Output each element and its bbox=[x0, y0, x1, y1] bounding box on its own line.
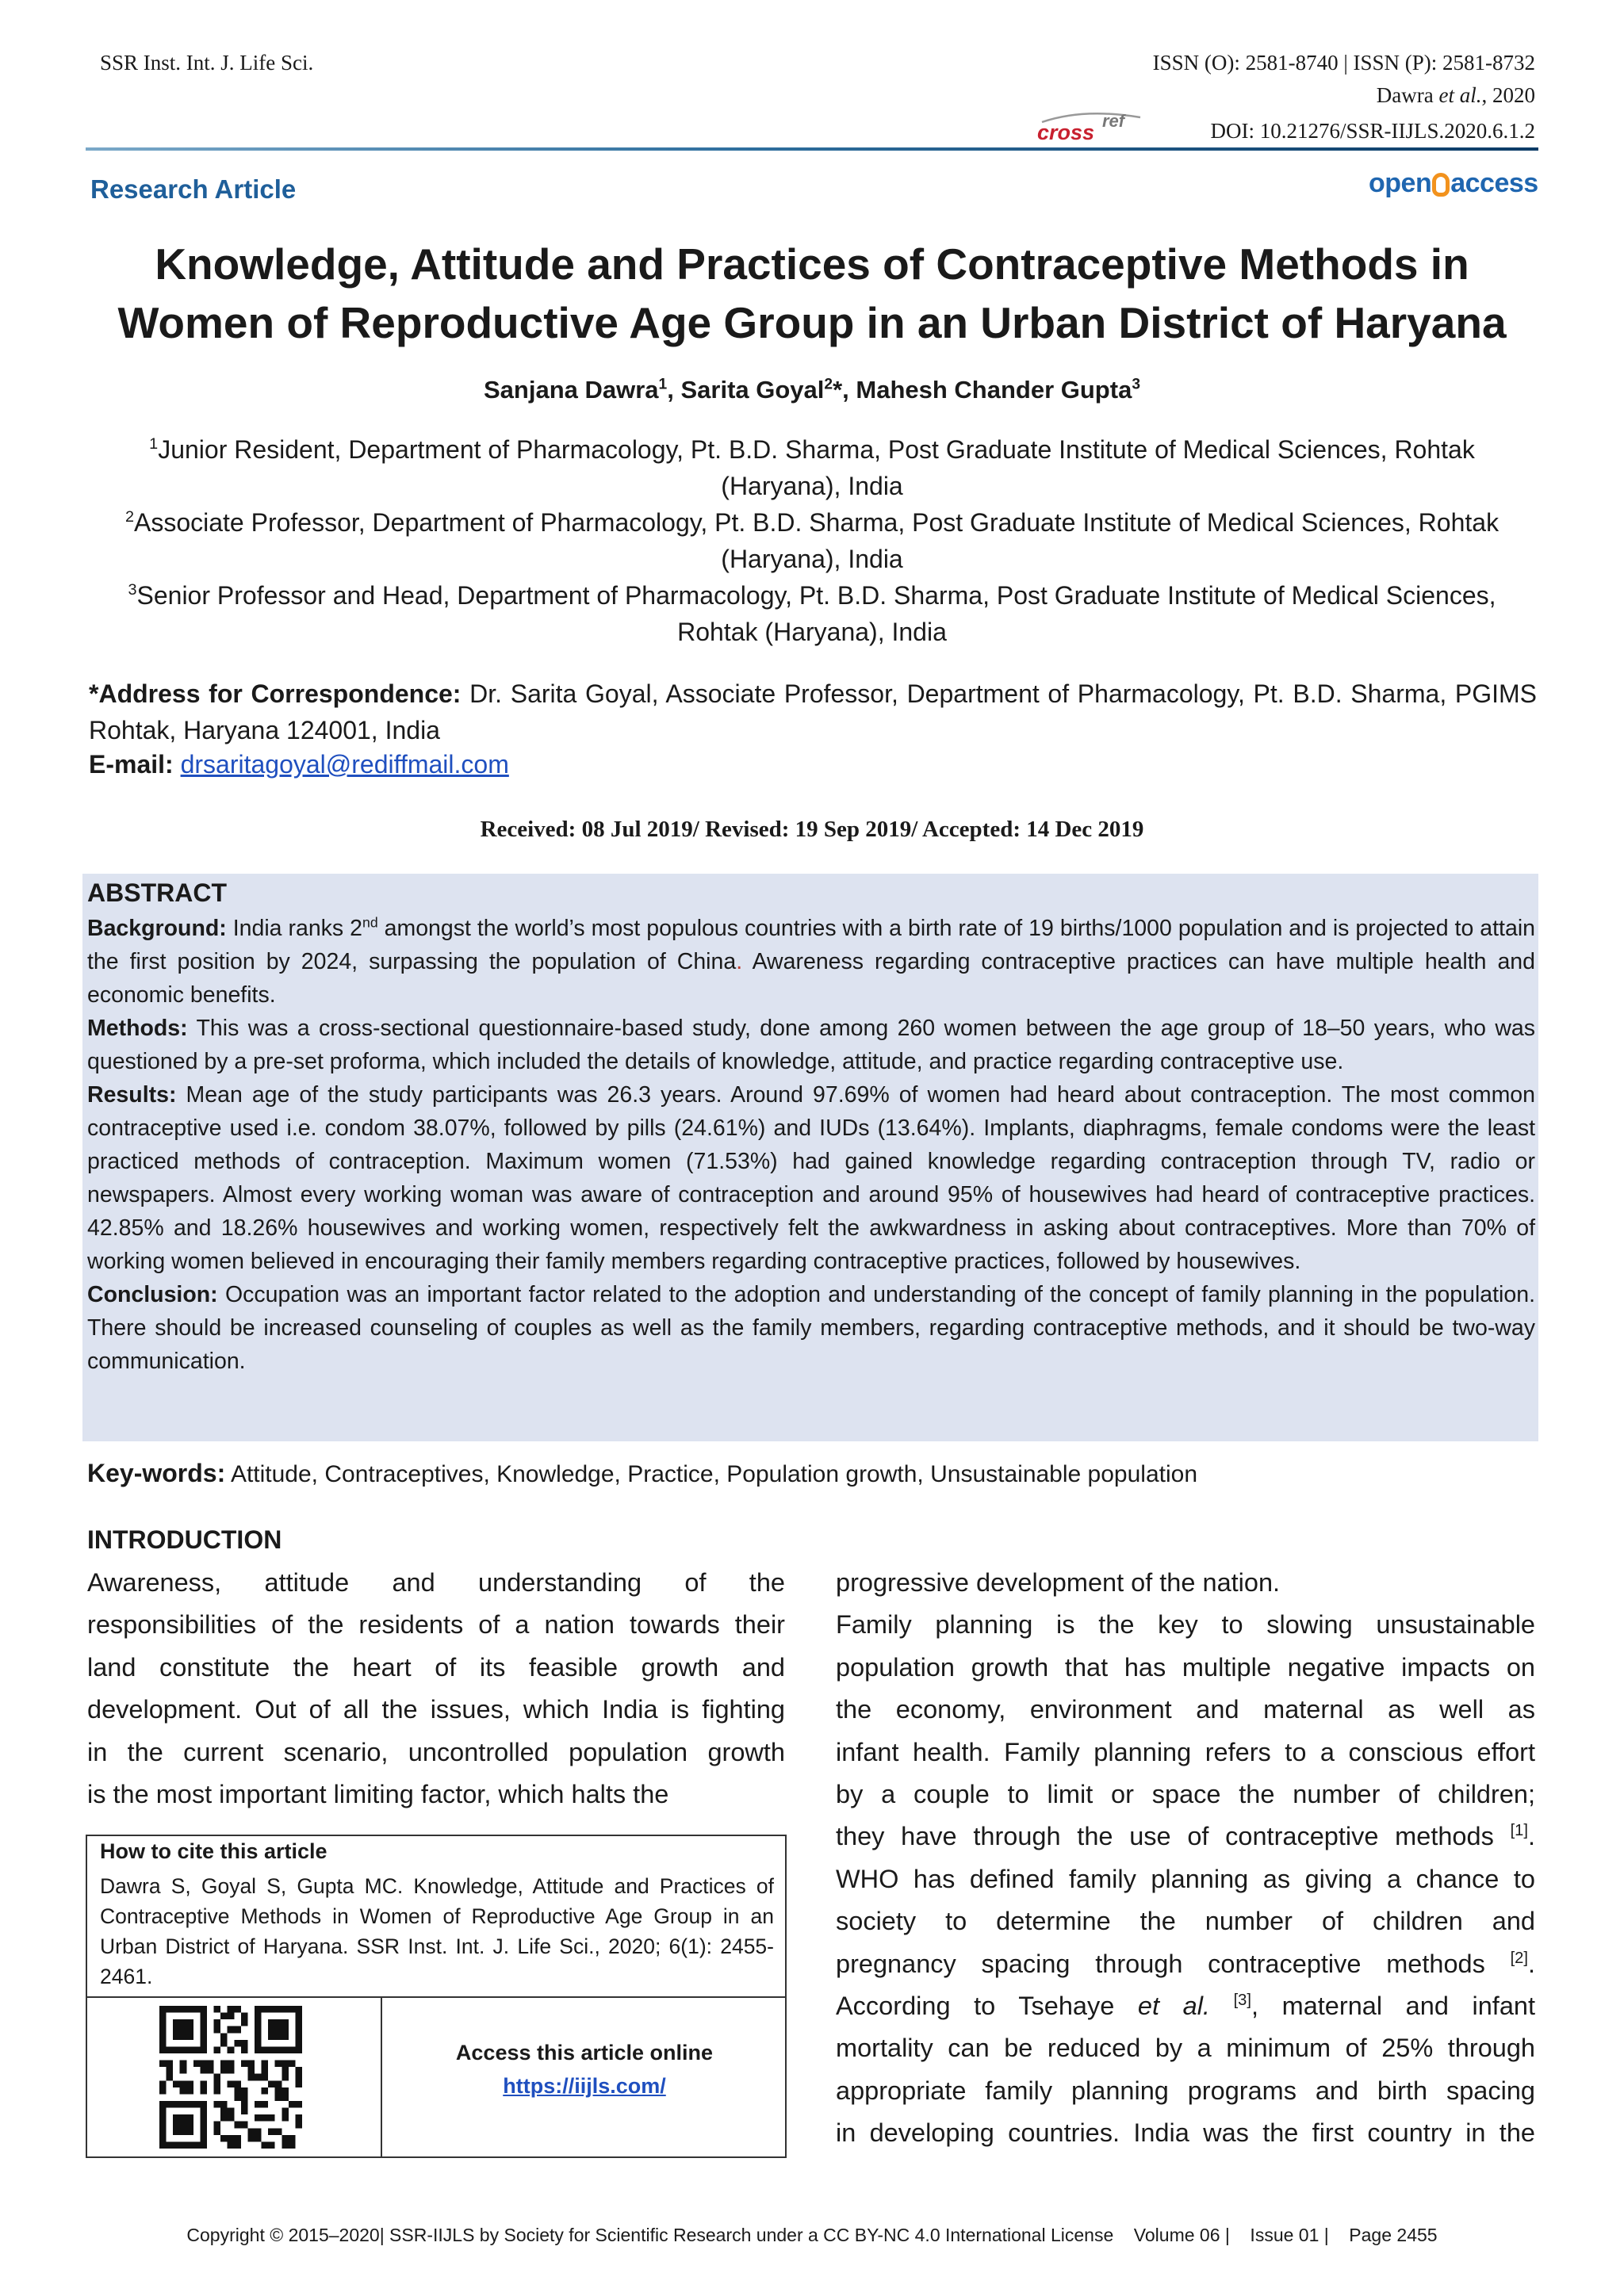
affiliation bbox=[79, 577, 1545, 650]
cite-text: Dawra S, Goyal S, Gupta MC. Knowledge, Attitude and Practices of Contraceptive Methods in Women of Reproductive Age Group in an Urban District of Haryana. SSR Inst. Int. J. Life Sci., 2020; 6(1): 2455-2461. bbox=[100, 1874, 774, 1988]
email-link[interactable]: drsaritagoyal@rediffmail.com bbox=[180, 750, 509, 779]
open-access-word-open: open bbox=[1369, 168, 1432, 198]
affiliation-sup: 2 bbox=[124, 508, 134, 526]
author-sup: 3 bbox=[1132, 376, 1140, 393]
et-al: et al. bbox=[1137, 1992, 1210, 2021]
body-text: pregnancy spacing through contraceptive methods bbox=[836, 1949, 1485, 1978]
crossref-word-red: cross bbox=[1037, 121, 1095, 144]
open-access-logo bbox=[1369, 168, 1538, 199]
body-line: population growth that has multiple negative impacts on bbox=[836, 1652, 1535, 1682]
open-lock-icon bbox=[1432, 173, 1450, 197]
issn-line: ISSN (O): 2581-8740 | ISSN (P): 2581-8732 bbox=[1152, 51, 1535, 75]
article-type: Research Article bbox=[90, 174, 297, 204]
citation-ref[interactable]: [2] bbox=[1510, 1949, 1528, 1967]
doi-line[interactable]: DOI: 10.21276/SSR-IIJLS.2020.6.1.2 bbox=[1210, 119, 1535, 143]
abstract-body bbox=[87, 912, 1535, 1378]
author-list bbox=[48, 376, 1576, 404]
affiliation-sup: 1 bbox=[149, 435, 159, 453]
body-line: Family planning is the key to slowing unsustainable bbox=[836, 1610, 1535, 1640]
author-year bbox=[1377, 83, 1535, 108]
methods-label: Methods: bbox=[87, 1016, 188, 1041]
qr-code-icon[interactable] bbox=[155, 2006, 306, 2149]
author-name: Mahesh Chander Gupta bbox=[856, 376, 1132, 404]
body-line: is the most important limiting factor, which halts the bbox=[87, 1780, 669, 1809]
background-dot: . bbox=[736, 949, 743, 974]
access-online-link[interactable]: https://iijls.com/ bbox=[503, 2074, 666, 2098]
body-column-left bbox=[87, 1562, 785, 1816]
author-sep: *, bbox=[833, 376, 856, 404]
body-line: the economy, environment and maternal as well as bbox=[836, 1695, 1535, 1724]
publication-dates: Received: 08 Jul 2019/ Revised: 19 Sep 2019/ Accepted: 14 Dec 2019 bbox=[480, 817, 1144, 842]
affiliation-text: Associate Professor, Department of Pharmacology, Pt. B.D. Sharma, Post Graduate Institute of Medical Sciences, Rohtak bbox=[133, 508, 1500, 537]
email-row bbox=[89, 750, 509, 779]
body-line: Awareness, attitude and understanding of the bbox=[87, 1568, 785, 1597]
body-line: by a couple to limit or space the number of children; bbox=[836, 1780, 1535, 1809]
results-text: Mean age of the study participants was 26.3 years. Around 97.69% of women had heard about contraception. The most common contraceptive used i.e. condom 38.07%, followed by pills (24.61%) and IUDs (13.64%). Implants, diaphragms, female condoms were the least practiced methods of contraception. Maximum women (71.53%) had gained knowledge regarding contraception through TV, radio or newspapers. Almost every working woman was aware of contraception and around 95% of housewives had heard of contraceptive practices. 42.85% and 18.26% housewives and working women, respectively felt the awkwardness in asking about contraceptives. More than 70% of working women believed in encouraging their family members regarding contraceptive practices, followed by housewives. bbox=[87, 1082, 1536, 1274]
keywords-label: Key-words: bbox=[87, 1459, 226, 1487]
section-heading-introduction: INTRODUCTION bbox=[87, 1525, 282, 1554]
correspondence-label: *Address for Correspondence: bbox=[89, 679, 462, 708]
affiliation bbox=[79, 431, 1545, 504]
body-line: they have through the use of contraceptive methods [1]. bbox=[836, 1822, 1536, 1851]
body-line: progressive development of the nation. bbox=[836, 1568, 1281, 1597]
abstract-conclusion bbox=[87, 1278, 1535, 1378]
crossref-word-gray: ref bbox=[1102, 111, 1125, 131]
abstract-heading: ABSTRACT bbox=[87, 878, 227, 907]
results-label: Results: bbox=[87, 1082, 177, 1108]
background-text: Awareness regarding contraceptive practices can have multiple health and economic benefits. bbox=[87, 949, 1535, 1008]
citation-ref[interactable]: [1] bbox=[1510, 1822, 1528, 1840]
body-line: WHO has defined family planning as giving a chance to bbox=[836, 1864, 1535, 1893]
citation-ref[interactable]: [3] bbox=[1233, 1991, 1251, 2009]
background-label: Background: bbox=[87, 916, 227, 941]
body-line: pregnancy spacing through contraceptive methods [2]. bbox=[836, 1949, 1535, 1978]
affiliation-line: Rohtak (Haryana), India bbox=[677, 618, 947, 646]
affiliation-text: Senior Professor and Head, Department of Pharmacology, Pt. B.D. Sharma, Post Graduate Institute of Medical Sciences, bbox=[136, 581, 1496, 610]
year: , 2020 bbox=[1481, 83, 1535, 107]
affiliation-line bbox=[79, 431, 1545, 468]
background-sup: nd bbox=[362, 914, 378, 931]
affiliation-text: Junior Resident, Department of Pharmacology, Pt. B.D. Sharma, Post Graduate Institute of Medical Sciences, Rohtak bbox=[158, 435, 1475, 464]
keywords bbox=[87, 1459, 1197, 1488]
body-text: According to Tsehaye bbox=[836, 1992, 1115, 2021]
affiliation-line: (Haryana), India bbox=[721, 545, 903, 573]
body-line: in the current scenario, uncontrolled population growth bbox=[87, 1737, 785, 1766]
keywords-text: Attitude, Contraceptives, Knowledge, Practice, Population growth, Unsustainable population bbox=[230, 1461, 1198, 1487]
conclusion-label: Conclusion: bbox=[87, 1282, 218, 1307]
correspondence bbox=[89, 675, 1537, 748]
body-line: land constitute the heart of its feasible growth and bbox=[87, 1652, 785, 1682]
author-short: Dawra bbox=[1376, 83, 1434, 107]
abstract-methods bbox=[87, 1012, 1535, 1078]
affiliation-line bbox=[79, 577, 1545, 614]
access-online-label: Access this article online bbox=[455, 2041, 714, 2064]
affiliation-sup: 3 bbox=[128, 581, 137, 599]
article-title bbox=[48, 235, 1576, 352]
page-footer: Copyright © 2015–2020| SSR-IIJLS by Society for Scientific Research under a CC BY-NC 4.0 International License Volume 06 | Issue 01 | Page 2455 bbox=[186, 2225, 1438, 2245]
email-label: E-mail: bbox=[89, 750, 174, 779]
body-column-right bbox=[836, 1562, 1535, 2155]
methods-text: This was a cross-sectional questionnaire-based study, done among 260 women between the age group of 18–50 years, who was questioned by a pre-set proforma, which included the details of knowledge, attitude, and practice regarding contraceptive use. bbox=[87, 1016, 1535, 1074]
crossref-logo[interactable] bbox=[1036, 109, 1147, 144]
background-text: India ranks 2 bbox=[232, 916, 362, 941]
body-line: infant health. Family planning refers to a conscious effort bbox=[836, 1737, 1535, 1766]
body-text: , maternal and infant bbox=[1251, 1992, 1536, 2021]
conclusion-text: Occupation was an important factor related to the adoption and understanding of the concept of family planning in the population. There should be increased counseling of couples as well as the family members, regarding contraceptive methods, and it should be two-way communication. bbox=[87, 1282, 1535, 1374]
body-text: they have through the use of contraceptive methods bbox=[836, 1822, 1494, 1851]
header-rule bbox=[86, 147, 1538, 151]
title-line-2: Women of Reproductive Age Group in an Urban District of Haryana bbox=[117, 298, 1507, 347]
author-sup: 1 bbox=[658, 376, 668, 393]
correspondence-text: Dr. Sarita Goyal, Associate Professor, Department of Pharmacology, Pt. B.D. Sharma, PGIMS Rohtak, Haryana 124001, India bbox=[89, 679, 1538, 744]
open-access-word-access: access bbox=[1450, 168, 1538, 198]
journal-name: SSR Inst. Int. J. Life Sci. bbox=[100, 51, 314, 75]
author-name: Sarita Goyal bbox=[680, 376, 825, 404]
body-line: development. Out of all the issues, which India is fighting bbox=[87, 1695, 785, 1724]
author-name: Sanjana Dawra bbox=[484, 376, 659, 404]
cite-divider bbox=[86, 1996, 787, 1998]
abstract-background bbox=[87, 912, 1535, 1012]
et-al: et al. bbox=[1438, 83, 1482, 107]
body-line: in developing countries. India was the first country in the bbox=[836, 2118, 1535, 2148]
body-line bbox=[836, 1985, 1535, 2027]
affiliation bbox=[79, 504, 1545, 577]
affiliation-line bbox=[79, 504, 1545, 541]
cite-title: How to cite this article bbox=[100, 1839, 327, 1863]
author-sep: , bbox=[667, 376, 681, 404]
background-text: amongst the world’s most populous countries with a birth rate of 19 births/1000 population and is projected to attain the first position by 2024, surpassing the population of China bbox=[87, 916, 1536, 974]
body-line: society to determine the number of children and bbox=[836, 1907, 1535, 1936]
affiliation-line: (Haryana), India bbox=[721, 472, 903, 500]
body-line: appropriate family planning programs and birth spacing bbox=[836, 2076, 1535, 2105]
body-line: responsibilities of the residents of a nation towards their bbox=[87, 1610, 785, 1640]
abstract-results bbox=[87, 1078, 1535, 1278]
body-line: mortality can be reduced by a minimum of 25% through bbox=[836, 2034, 1535, 2063]
author-sup: 2 bbox=[824, 376, 833, 393]
title-line-1: Knowledge, Attitude and Practices of Contraceptive Methods in bbox=[155, 239, 1469, 289]
